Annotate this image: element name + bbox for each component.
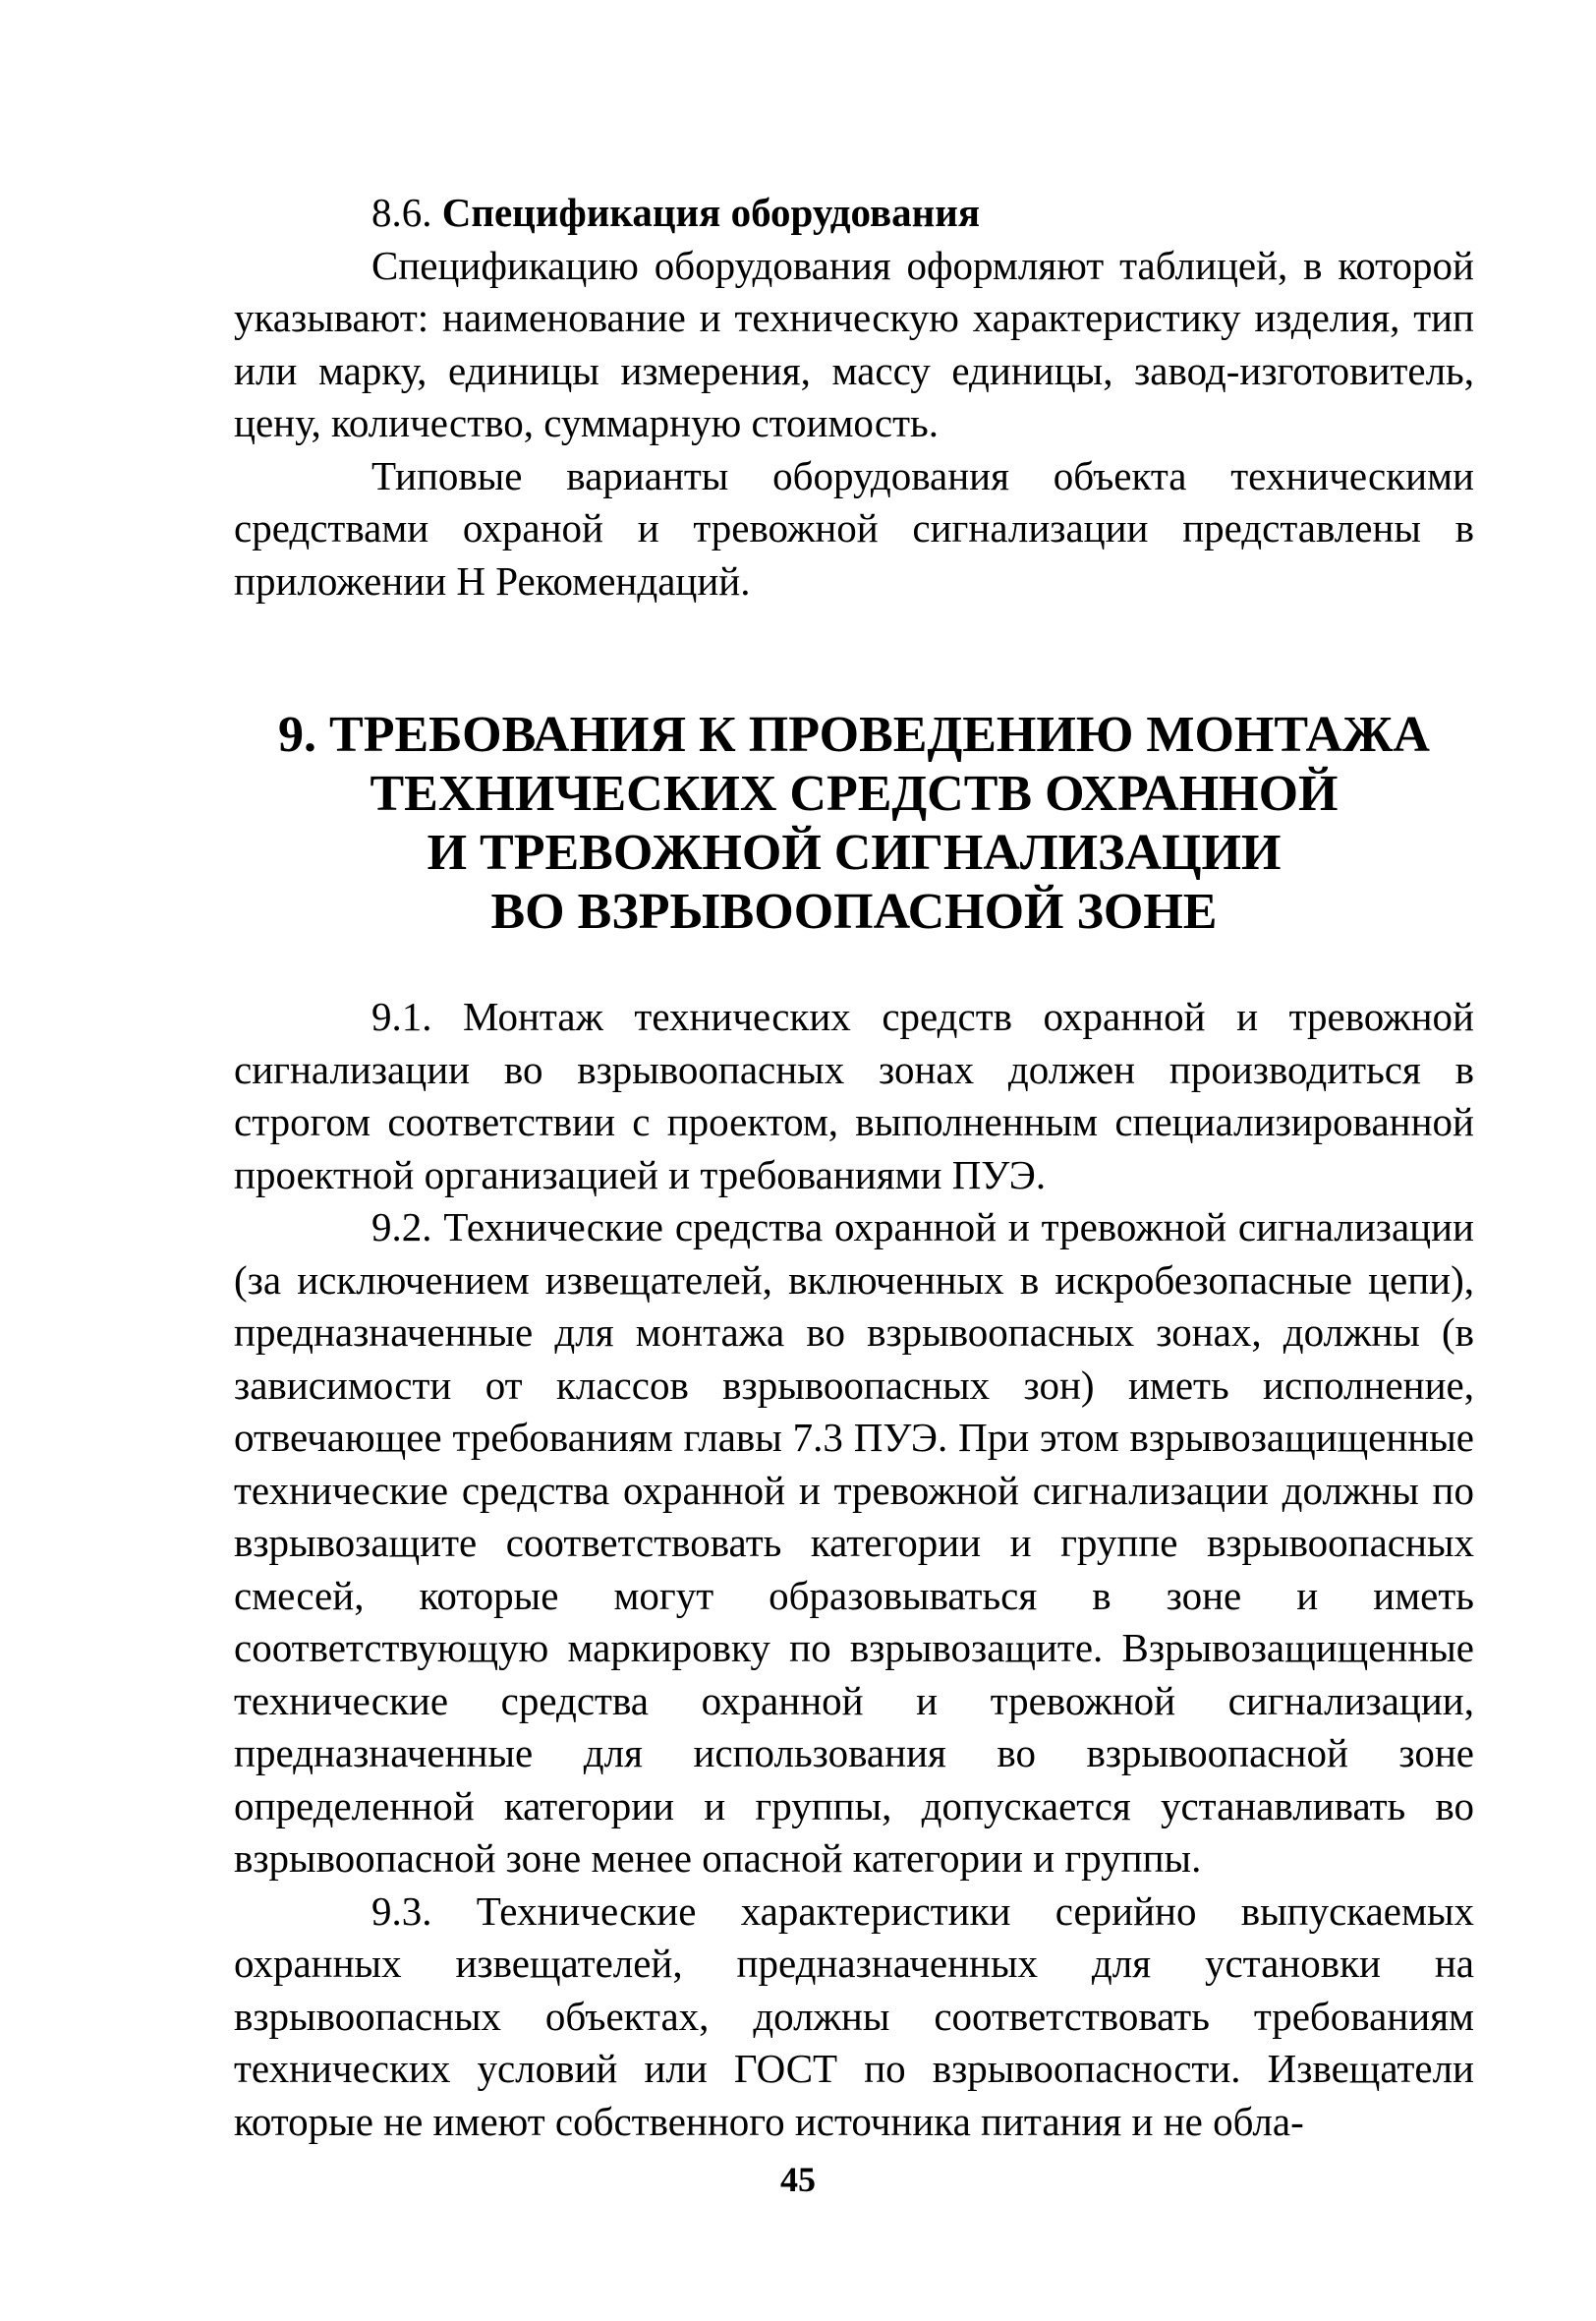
section-9-title-line: 9. ТРЕБОВАНИЯ К ПРОВЕДЕНИЮ МОНТАЖА (278, 707, 1430, 763)
section-9-title-line: ТЕХНИЧЕСКИХ СРЕДСТВ ОХРАННОЙ (370, 766, 1339, 822)
page-number: 45 (780, 2160, 816, 2199)
section-8-6-number: 8.6. (371, 190, 432, 235)
section-8-6-heading (234, 187, 1474, 240)
section-9-title-line: ВО ВЗРЫВООПАСНОЙ ЗОНЕ (490, 884, 1218, 940)
section-9-title (234, 706, 1474, 942)
section-9-2-paragraph: 9.2. Технические средства охранной и тревожной сигнализации (за исключением извещателей, включенных в искробезопасные цепи), предназначенные для монтажа во взрывоопасных зонах, должны (в зависимости от классов взрывоопасных зон) иметь исполнение, отвечающее требованиям главы 7.3 ПУЭ. При этом взрывозащищенные технические средства охранной и тревожной сигнализации должны по взрывозащите соответствовать категории и группе взрывоопасных смесей, которые могут образовываться в зоне и иметь соответствующую маркировку по взрывозащите. Взрывозащищенные технические средства охранной и тревожной сигнализации, предназначенные для использования во взрывоопасной зоне определенной категории и группы, допускается устанавливать во взрывоопасной зоне менее опасной категории и группы. (234, 1204, 1474, 1881)
section-8-6-title: Спецификация оборудования (441, 190, 981, 235)
section-8-6-paragraph-2: Типовые варианты оборудования объекта техническими средствами охраной и тревожной сигнализации представлены в приложении Н Рекомендаций. (234, 452, 1474, 604)
section-9-1-paragraph: 9.1. Монтаж технических средств охранной и тревожной сигнализации во взрывоопасных зонах должен производиться в строгом соответствии с проектом, выполненным специализированной проектной организацией и требованиями ПУЭ. (234, 994, 1474, 1197)
section-9-title-line: И ТРЕВОЖНОЙ СИГНАЛИЗАЦИИ (427, 825, 1282, 881)
document-page (234, 187, 1474, 2148)
section-9-3-paragraph: 9.3. Технические характеристики серийно выпускаемых охранных извещателей, предназначенных для установки на взрывоопасных объектах, должны соответствовать требованиям технических условий или ГОСТ по взрывоопасности. Извещатели которые не имеют собственного источника питания и не обла- (234, 1887, 1474, 2144)
section-8-6-paragraph-1: Спецификацию оборудования оформляют таблицей, в которой указывают: наименование и техническую характеристику изделия, тип или марку, единицы измерения, массу единицы, завод-изготовитель, цену, количество, суммарную стоимость. (234, 242, 1474, 445)
